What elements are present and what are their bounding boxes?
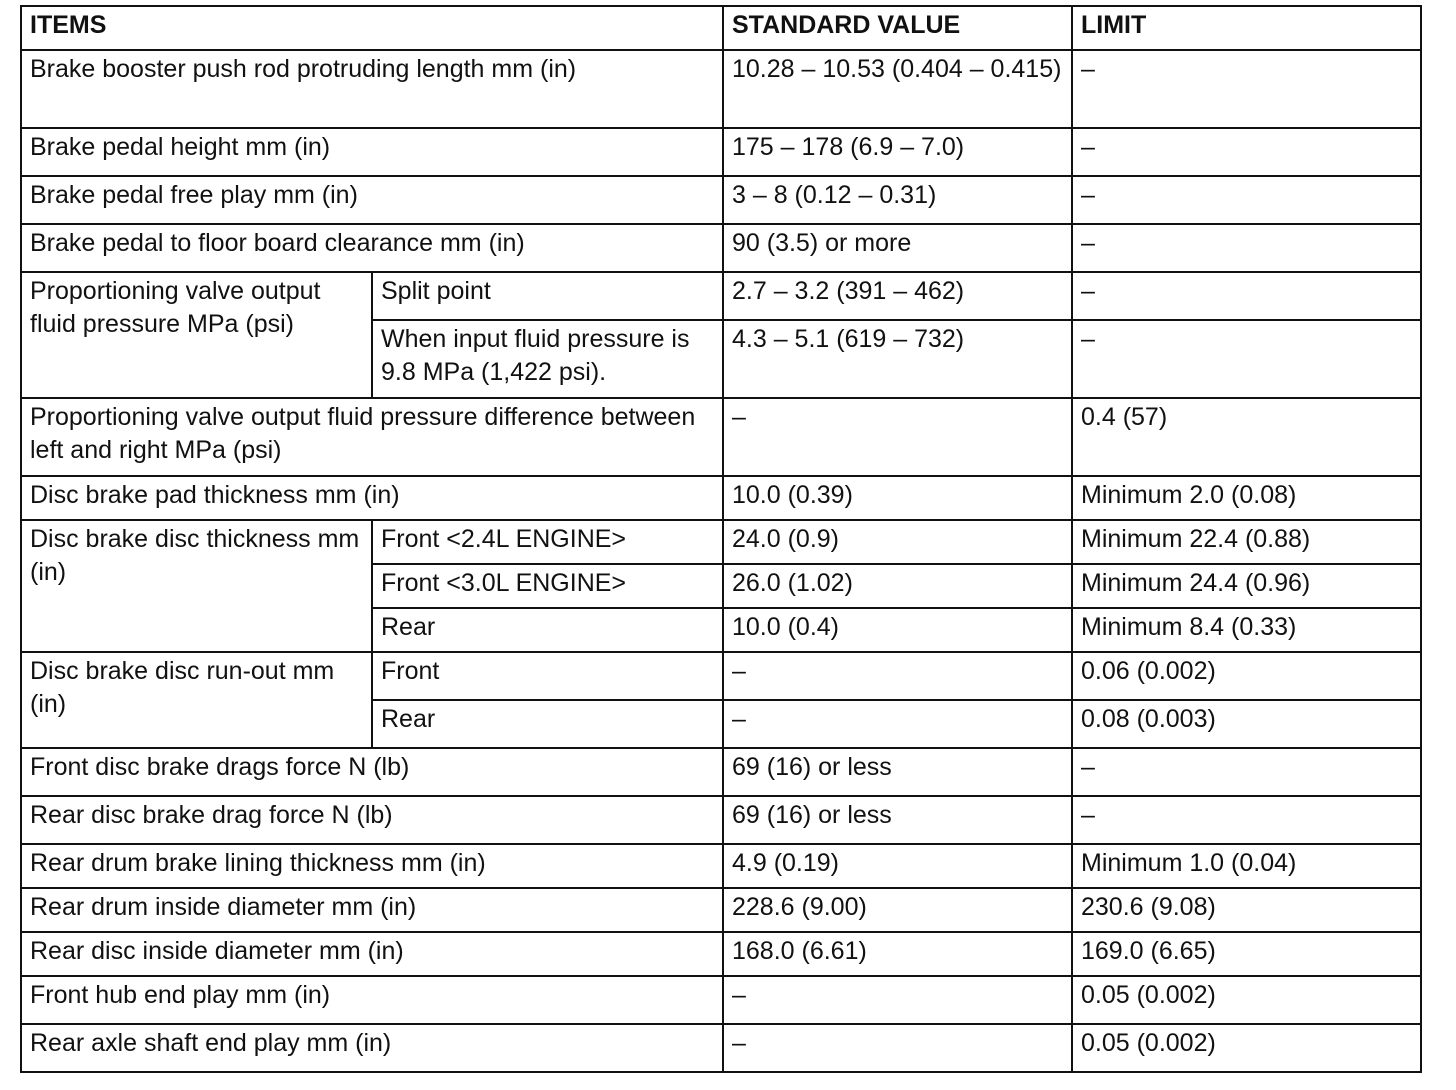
- standard-value-cell: –: [723, 398, 1072, 476]
- item-cell: Brake pedal to floor board clearance mm (in): [21, 224, 723, 272]
- table-row: [21, 888, 1421, 932]
- standard-value-cell: 10.0 (0.4): [723, 608, 1072, 652]
- standard-value-cell: 228.6 (9.00): [723, 888, 1072, 932]
- limit-cell: 0.06 (0.002): [1072, 652, 1421, 700]
- standard-value-cell: –: [723, 1024, 1072, 1072]
- standard-value-cell: 69 (16) or less: [723, 796, 1072, 844]
- item-cell: Brake booster push rod protruding length mm (in): [21, 50, 723, 128]
- table-row: [21, 224, 1421, 272]
- table-row: [21, 176, 1421, 224]
- item-cell: Front disc brake drags force N (lb): [21, 748, 723, 796]
- item-cell: Disc brake pad thickness mm (in): [21, 476, 723, 520]
- table-row: [21, 652, 1421, 700]
- standard-value-cell: 4.3 – 5.1 (619 – 732): [723, 320, 1072, 398]
- standard-value-cell: 10.0 (0.39): [723, 476, 1072, 520]
- table-row: [21, 976, 1421, 1024]
- header-standard-value: STANDARD VALUE: [723, 6, 1072, 50]
- table-row: [21, 748, 1421, 796]
- limit-cell: 230.6 (9.08): [1072, 888, 1421, 932]
- standard-value-cell: 24.0 (0.9): [723, 520, 1072, 564]
- table-row: [21, 932, 1421, 976]
- item-cell: Rear disc brake drag force N (lb): [21, 796, 723, 844]
- limit-cell: 0.05 (0.002): [1072, 976, 1421, 1024]
- item-cell: Rear axle shaft end play mm (in): [21, 1024, 723, 1072]
- limit-cell: Minimum 22.4 (0.88): [1072, 520, 1421, 564]
- sub-item-cell: Front: [372, 652, 723, 700]
- limit-cell: 169.0 (6.65): [1072, 932, 1421, 976]
- limit-cell: Minimum 8.4 (0.33): [1072, 608, 1421, 652]
- limit-cell: –: [1072, 320, 1421, 398]
- limit-cell: –: [1072, 128, 1421, 176]
- header-items: ITEMS: [21, 6, 723, 50]
- sub-item-cell: Rear: [372, 608, 723, 652]
- standard-value-cell: 168.0 (6.61): [723, 932, 1072, 976]
- limit-cell: Minimum 1.0 (0.04): [1072, 844, 1421, 888]
- limit-cell: Minimum 2.0 (0.08): [1072, 476, 1421, 520]
- item-cell: Front hub end play mm (in): [21, 976, 723, 1024]
- limit-cell: –: [1072, 50, 1421, 128]
- sub-item-cell: When input fluid pressure is 9.8 MPa (1,422 psi).: [372, 320, 723, 398]
- limit-cell: –: [1072, 748, 1421, 796]
- item-cell: Rear drum inside diameter mm (in): [21, 888, 723, 932]
- standard-value-cell: 69 (16) or less: [723, 748, 1072, 796]
- standard-value-cell: 2.7 – 3.2 (391 – 462): [723, 272, 1072, 320]
- standard-value-cell: –: [723, 700, 1072, 748]
- limit-cell: –: [1072, 176, 1421, 224]
- item-cell: Disc brake disc run-out mm (in): [21, 652, 372, 748]
- item-cell: Proportioning valve output fluid pressure MPa (psi): [21, 272, 372, 398]
- item-cell: Brake pedal free play mm (in): [21, 176, 723, 224]
- item-cell: Proportioning valve output fluid pressure difference between left and right MPa (psi): [21, 398, 723, 476]
- limit-cell: 0.05 (0.002): [1072, 1024, 1421, 1072]
- table-row: [21, 398, 1421, 476]
- table-row: [21, 844, 1421, 888]
- item-cell: Rear disc inside diameter mm (in): [21, 932, 723, 976]
- table-row: [21, 520, 1421, 564]
- item-cell: Disc brake disc thickness mm (in): [21, 520, 372, 652]
- table-row: [21, 796, 1421, 844]
- limit-cell: –: [1072, 796, 1421, 844]
- item-cell: Brake pedal height mm (in): [21, 128, 723, 176]
- sub-item-cell: Front <3.0L ENGINE>: [372, 564, 723, 608]
- table-row: [21, 50, 1421, 128]
- limit-cell: –: [1072, 224, 1421, 272]
- table-row: [21, 272, 1421, 320]
- brake-specifications-table: [20, 5, 1422, 1073]
- limit-cell: Minimum 24.4 (0.96): [1072, 564, 1421, 608]
- limit-cell: –: [1072, 272, 1421, 320]
- header-row: [21, 6, 1421, 50]
- sub-item-cell: Split point: [372, 272, 723, 320]
- header-limit: LIMIT: [1072, 6, 1421, 50]
- item-cell: Rear drum brake lining thickness mm (in): [21, 844, 723, 888]
- standard-value-cell: 4.9 (0.19): [723, 844, 1072, 888]
- standard-value-cell: –: [723, 652, 1072, 700]
- standard-value-cell: 175 – 178 (6.9 – 7.0): [723, 128, 1072, 176]
- standard-value-cell: –: [723, 976, 1072, 1024]
- limit-cell: 0.4 (57): [1072, 398, 1421, 476]
- standard-value-cell: 10.28 – 10.53 (0.404 – 0.415): [723, 50, 1072, 128]
- table-row: [21, 476, 1421, 520]
- standard-value-cell: 26.0 (1.02): [723, 564, 1072, 608]
- standard-value-cell: 90 (3.5) or more: [723, 224, 1072, 272]
- limit-cell: 0.08 (0.003): [1072, 700, 1421, 748]
- sub-item-cell: Front <2.4L ENGINE>: [372, 520, 723, 564]
- sub-item-cell: Rear: [372, 700, 723, 748]
- table-row: [21, 1024, 1421, 1072]
- standard-value-cell: 3 – 8 (0.12 – 0.31): [723, 176, 1072, 224]
- table-row: [21, 128, 1421, 176]
